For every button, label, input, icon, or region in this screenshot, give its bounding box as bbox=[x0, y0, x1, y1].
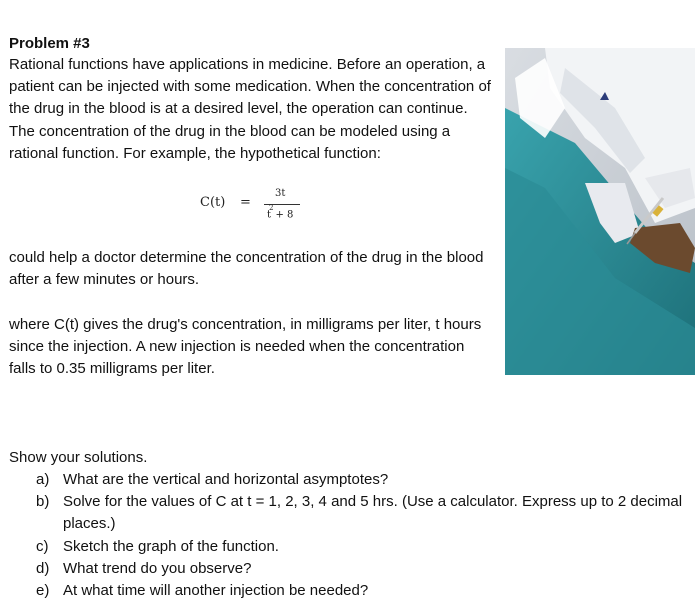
medical-injection-photo bbox=[505, 48, 695, 375]
formula-denominator bbox=[267, 204, 294, 221]
intro-paragraph: Rational functions have applications in medicine. Before an operation, a patient can be injected with some medication. When the concentration of the drug in the blood is at a desired level, the operation can continue. The concentration of the drug in the blood can be modeled using a rational function. For example, the hypothetical function: bbox=[9, 56, 491, 162]
question-c bbox=[36, 536, 691, 558]
formula-equals: = bbox=[240, 195, 251, 210]
definition-paragraph: where C(t) gives the drug's concentration, in milligrams per liter, t hours since the injection. A new injection is needed when the concentration falls to 0.35 milligrams per liter. bbox=[9, 316, 482, 378]
denominator-rest: + 8 bbox=[275, 209, 294, 221]
formula-numerator: 3t bbox=[275, 188, 286, 199]
after-formula-paragraph: could help a doctor determine the concentration of the drug in the blood after a few minutes or hours. bbox=[9, 249, 484, 289]
injection-photo-illustration bbox=[505, 48, 695, 375]
formula-lhs: C(t) bbox=[200, 195, 226, 210]
question-a bbox=[36, 469, 691, 491]
concentration-formula bbox=[200, 188, 320, 228]
question-d bbox=[36, 558, 691, 580]
denominator-exponent: 2 bbox=[269, 204, 274, 212]
question-marker: e) bbox=[36, 582, 50, 600]
question-text: Sketch the graph of the function. bbox=[63, 537, 279, 555]
question-b bbox=[36, 491, 691, 535]
question-marker: b) bbox=[36, 493, 50, 511]
question-marker: d) bbox=[36, 559, 50, 577]
question-text: At what time will another injection be needed? bbox=[63, 582, 369, 600]
question-marker: c) bbox=[36, 537, 49, 555]
question-e bbox=[36, 580, 691, 602]
question-text: What are the vertical and horizontal asymptotes? bbox=[63, 471, 389, 488]
question-text: Solve for the values of C at t = 1, 2, 3, 4 and 5 hrs. (Use a calculator. Express up to 2 decimal places.) bbox=[63, 493, 683, 533]
problem-title: Problem #3 bbox=[9, 35, 90, 52]
denominator-base: t bbox=[267, 209, 272, 221]
question-marker: a) bbox=[36, 471, 50, 488]
question-list bbox=[36, 469, 691, 602]
instructions-lead: Show your solutions. bbox=[9, 449, 148, 466]
question-text: What trend do you observe? bbox=[63, 559, 252, 577]
